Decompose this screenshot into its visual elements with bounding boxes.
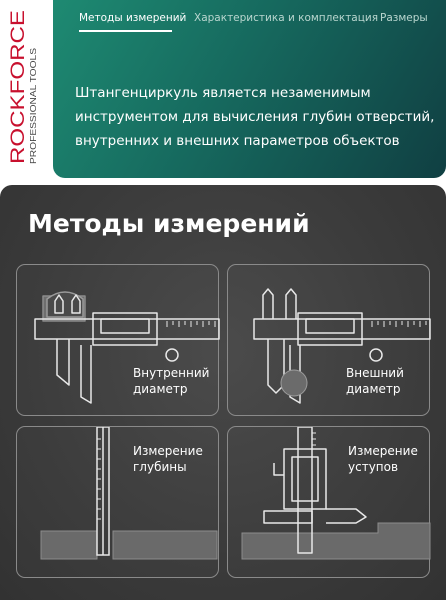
card-label-line: Внутренний: [133, 366, 210, 380]
card-label: [133, 365, 209, 397]
card-label-line: глубины: [133, 460, 187, 474]
hero-text-line: инструментом для вычисления глубин отверстий,: [75, 109, 435, 125]
tab-active-underline: [79, 30, 172, 32]
tab-dimensions[interactable]: Размеры: [380, 12, 428, 24]
card-label-line: Внешний: [346, 366, 404, 380]
measurement-methods-section: [0, 185, 446, 600]
tab-specs-and-kit[interactable]: Характеристика и комплектация: [194, 12, 379, 24]
card-label-line: уступов: [348, 460, 399, 474]
section-title: Методы измерений: [28, 209, 310, 238]
method-card-outer-diameter: [227, 264, 430, 416]
method-card-step: [227, 426, 430, 578]
brand-logo-graphic: [0, 0, 44, 175]
card-label-line: диаметр: [346, 382, 401, 396]
tab-measurement-methods[interactable]: Методы измерений: [79, 12, 187, 24]
card-label-line: Измерение: [133, 444, 203, 458]
hero-banner: [53, 0, 446, 178]
brand-logo: [0, 0, 44, 175]
card-label: [348, 443, 418, 475]
brand-name: ROCKFORCE: [7, 39, 29, 164]
method-card-depth: [16, 426, 219, 578]
card-label-line: Измерение: [348, 444, 418, 458]
card-label: [346, 365, 404, 397]
card-label: [133, 443, 203, 475]
tab-bar: [53, 12, 446, 32]
hero-text-line: Штангенциркуль является незаменимым: [75, 85, 371, 101]
method-card-inner-diameter: [16, 264, 219, 416]
card-label-line: диаметр: [133, 382, 188, 396]
brand-tagline: PROFESSIONAL TOOLS: [28, 67, 38, 164]
hero-text-line: внутренних и внешних параметров объектов: [75, 133, 400, 149]
